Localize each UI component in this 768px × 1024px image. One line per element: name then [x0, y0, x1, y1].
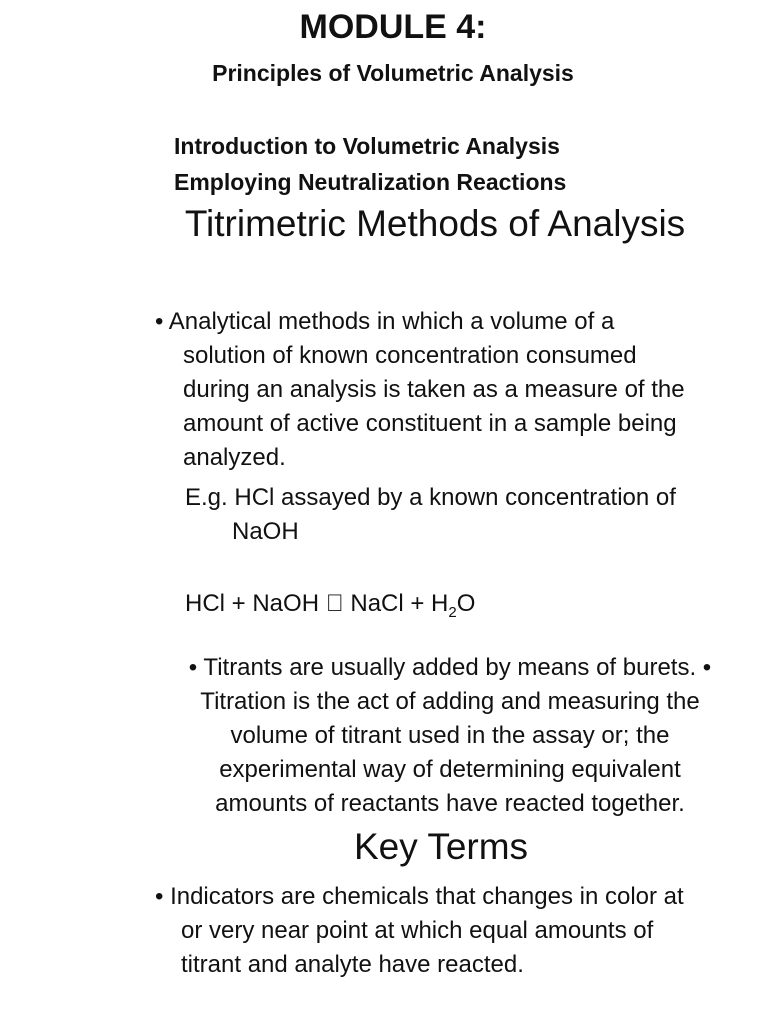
- bullet-line: amounts of reactants have reacted together.: [215, 790, 685, 817]
- bullet-line: solution of known concentration consumed: [183, 342, 637, 369]
- example-block: [185, 481, 745, 549]
- section-title-key-terms: Key Terms: [353, 826, 529, 867]
- bullet-line: experimental way of determining equivalent: [219, 756, 681, 783]
- bullet-line: titrant and analyte have reacted.: [181, 951, 524, 978]
- equation-text: HCl + NaOH   NaCl + H: [185, 590, 449, 617]
- bullet-line: during an analysis is taken as a measure of the: [183, 376, 685, 403]
- intro-heading-line-1: Introduction to Volumetric Analysis: [174, 133, 560, 159]
- bullet-line: • Indicators are chemicals that changes in color at: [155, 883, 684, 910]
- bullet-line: • Titrants are usually added by means of burets. •: [188, 654, 712, 681]
- bullet-analytical-methods: [155, 305, 755, 475]
- bullet-line: amount of active constituent in a sample being: [183, 410, 677, 437]
- equation-suffix: O: [456, 590, 476, 617]
- section-title-titrimetric-methods: Titrimetric Methods of Analysis: [184, 203, 686, 244]
- intro-heading-line-2: Employing Neutralization Reactions: [174, 169, 567, 195]
- module-subtitle: Principles of Volumetric Analysis: [212, 60, 574, 86]
- bullet-line: analyzed.: [183, 444, 286, 471]
- bullet-line: Titration is the act of adding and measuring the: [200, 688, 700, 715]
- module-title: MODULE 4:: [299, 8, 487, 46]
- bullet-line: or very near point at which equal amounts of: [181, 917, 654, 944]
- example-line: NaOH: [232, 518, 299, 545]
- chemical-equation: [185, 590, 475, 621]
- bullet-line: • Analytical methods in which a volume of a: [155, 308, 615, 335]
- bullet-titrants: [130, 651, 768, 821]
- example-line: E.g. HCl assayed by a known concentration of: [185, 484, 676, 511]
- equation-subscript: 2: [448, 604, 457, 621]
- bullet-indicators: [155, 880, 765, 982]
- bullet-line: volume of titrant used in the assay or; the: [230, 722, 670, 749]
